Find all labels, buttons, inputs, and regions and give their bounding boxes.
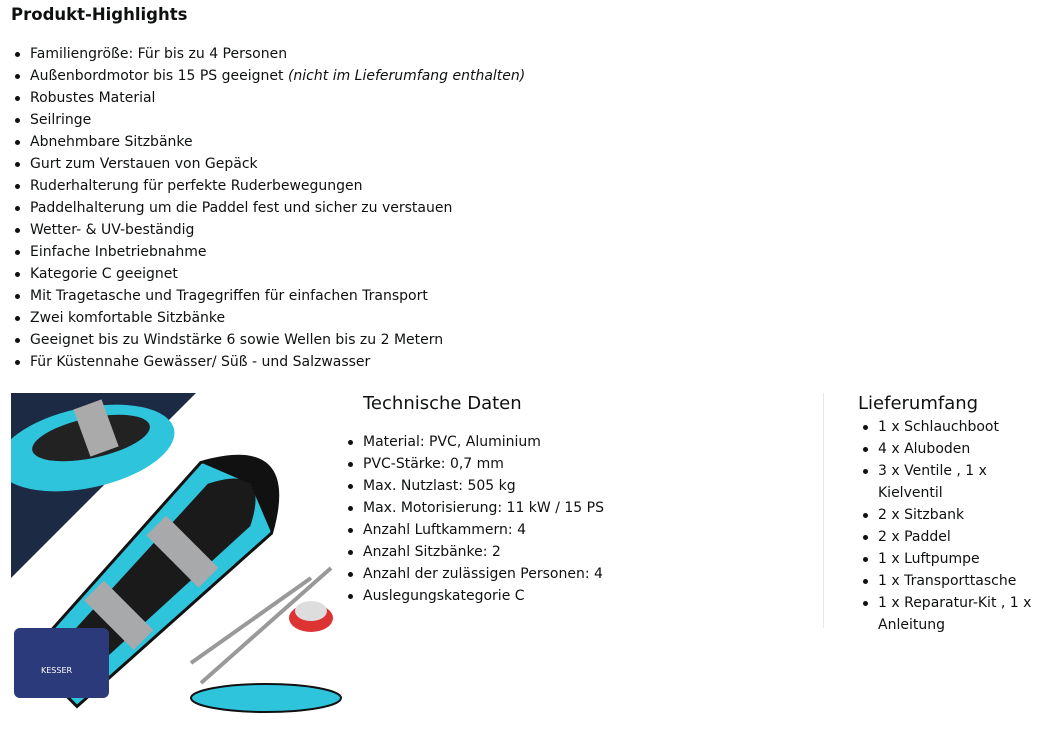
list-item [863, 548, 1048, 570]
item-text: Für Küstennahe Gewässer/ Süß - und Salzwasser [30, 354, 371, 370]
list-item [348, 563, 604, 585]
list-item [863, 438, 1048, 460]
item-text: Mit Tragetasche und Tragegriffen für einfachen Transport [30, 288, 428, 304]
list-item [863, 592, 1048, 636]
item-text: Gurt zum Verstauen von Gepäck [30, 156, 258, 172]
item-text: Kategorie C geeignet [30, 266, 178, 282]
item-text: Anzahl der zulässigen Personen: 4 [363, 566, 603, 582]
list-item [15, 219, 525, 241]
item-text: 1 x Transporttasche [878, 573, 1017, 589]
item-text: PVC-Stärke: 0,7 mm [363, 456, 504, 472]
list-item [348, 497, 604, 519]
list-item [15, 351, 525, 373]
highlights-list [15, 43, 525, 373]
item-text: 1 x Reparatur-Kit , 1 x Anleitung [878, 595, 1032, 633]
item-text: 1 x Schlauchboot [878, 419, 999, 435]
item-text: Max. Motorisierung: 11 kW / 15 PS [363, 500, 604, 516]
list-item [15, 109, 525, 131]
item-text: Seilringe [30, 112, 92, 128]
list-item [15, 241, 525, 263]
list-item [15, 329, 525, 351]
item-text: Paddelhalterung um die Paddel fest und sicher zu verstauen [30, 200, 453, 216]
item-text: Max. Nutzlast: 505 kg [363, 478, 516, 494]
item-text: Robustes Material [30, 90, 156, 106]
list-item [348, 453, 604, 475]
list-item [348, 585, 604, 607]
list-item [15, 131, 525, 153]
list-item [15, 285, 525, 307]
list-item [15, 87, 525, 109]
list-item [348, 541, 604, 563]
tech-list [348, 431, 604, 607]
item-text: Einfache Inbetriebnahme [30, 244, 207, 260]
item-text: 1 x Luftpumpe [878, 551, 980, 567]
item-text: 3 x Ventile , 1 x Kielventil [878, 463, 987, 501]
product-image [11, 393, 342, 723]
item-text: 2 x Paddel [878, 529, 951, 545]
item-text: Material: PVC, Aluminium [363, 434, 541, 450]
lieferumfang-list [863, 416, 1048, 636]
list-item [863, 416, 1048, 438]
item-text: Familiengröße: Für bis zu 4 Personen [30, 46, 288, 62]
highlights-title: Produkt-Highlights [11, 5, 188, 24]
list-item [15, 307, 525, 329]
list-item [863, 570, 1048, 592]
list-item [15, 43, 525, 65]
list-item [15, 65, 525, 87]
list-item [15, 263, 525, 285]
item-text: Anzahl Luftkammern: 4 [363, 522, 526, 538]
list-item [863, 504, 1048, 526]
item-text: Zwei komfortable Sitzbänke [30, 310, 226, 326]
list-item [348, 431, 604, 453]
item-text: Geeignet bis zu Windstärke 6 sowie Wellen bis zu 2 Metern [30, 332, 444, 348]
item-text: 2 x Sitzbank [878, 507, 965, 523]
list-item [863, 460, 1048, 504]
item-note: (nicht im Lieferumfang enthalten) [287, 68, 526, 84]
list-item [348, 475, 604, 497]
lieferumfang-title: Lieferumfang [858, 393, 979, 414]
list-item [15, 175, 525, 197]
item-text: Außenbordmotor bis 15 PS geeignet [30, 68, 284, 84]
bag [14, 628, 109, 698]
list-item [348, 519, 604, 541]
divider [823, 393, 824, 628]
logo: KESSER [41, 666, 73, 675]
list-item [863, 526, 1048, 548]
item-text: Abnehmbare Sitzbänke [30, 134, 193, 150]
item-text: 4 x Aluboden [878, 441, 971, 457]
item-text: Wetter- & UV-beständig [30, 222, 195, 238]
tech-title: Technische Daten [363, 393, 522, 414]
list-item [15, 153, 525, 175]
item-text: Auslegungskategorie C [363, 588, 525, 604]
list-item [15, 197, 525, 219]
item-text: Ruderhalterung für perfekte Ruderbewegungen [30, 178, 363, 194]
item-text: Anzahl Sitzbänke: 2 [363, 544, 501, 560]
